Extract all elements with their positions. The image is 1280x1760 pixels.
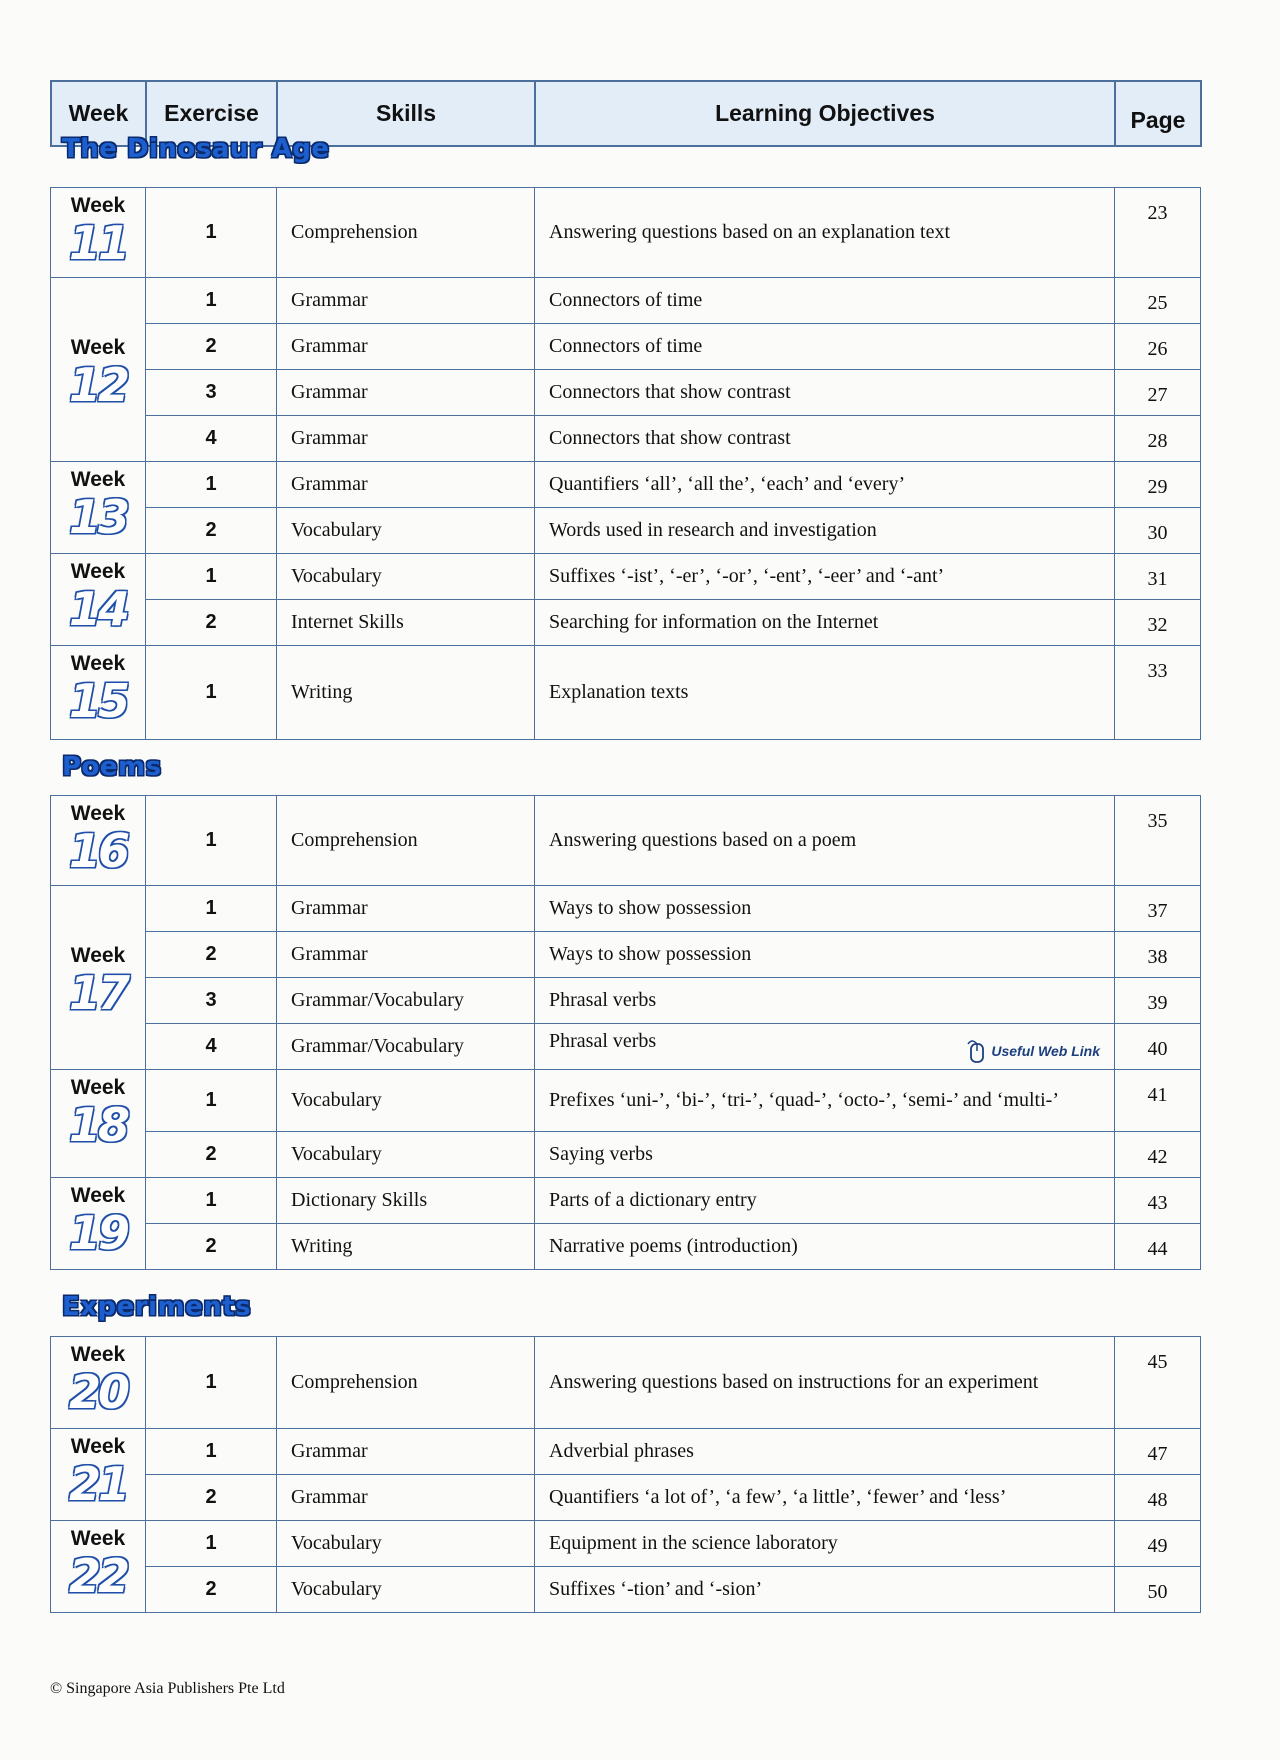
objective-text: Narrative poems (introduction) xyxy=(549,1235,798,1257)
week-cell xyxy=(51,646,146,740)
week-cell xyxy=(51,462,146,554)
objective-text: Parts of a dictionary entry xyxy=(549,1189,757,1211)
exercise-number: 1 xyxy=(146,462,277,508)
objective-cell xyxy=(535,1132,1115,1178)
page-number[interactable]: 32 xyxy=(1115,600,1201,646)
exercise-number: 1 xyxy=(146,1429,277,1475)
exercise-number: 2 xyxy=(146,508,277,554)
table-row xyxy=(51,1337,1201,1429)
objective-cell xyxy=(535,278,1115,324)
week-badge xyxy=(51,646,145,726)
header-page: Page xyxy=(1115,81,1201,146)
skill-cell: Grammar/Vocabulary xyxy=(277,978,535,1024)
week-label: Week xyxy=(70,1527,126,1550)
skill-cell: Grammar xyxy=(277,462,535,508)
table-row xyxy=(51,416,1201,462)
objective-cell xyxy=(535,600,1115,646)
objective-text: Words used in research and investigation xyxy=(549,519,877,541)
skill-cell: Grammar xyxy=(277,370,535,416)
useful-web-link-label: Useful Web Link xyxy=(991,1042,1100,1059)
objective-text: Connectors that show contrast xyxy=(549,381,791,403)
exercise-number: 2 xyxy=(146,1132,277,1178)
objective-text: Suffixes ‘-ist’, ‘-er’, ‘-or’, ‘-ent’, ‘-eer’ and ‘-ant’ xyxy=(549,565,945,587)
week-cell xyxy=(51,1521,146,1613)
objective-text: Phrasal verbs xyxy=(549,989,657,1011)
skill-cell: Grammar xyxy=(277,886,535,932)
skill-cell: Vocabulary xyxy=(277,1567,535,1613)
exercise-number: 1 xyxy=(146,188,277,278)
week-cell xyxy=(51,1070,146,1178)
week-badge xyxy=(51,188,145,268)
page-number[interactable]: 39 xyxy=(1115,978,1201,1024)
page-number[interactable]: 47 xyxy=(1115,1429,1201,1475)
objective-cell xyxy=(535,508,1115,554)
exercise-number: 1 xyxy=(146,646,277,740)
page-number[interactable]: 50 xyxy=(1115,1567,1201,1613)
table-row xyxy=(51,462,1201,508)
table-row xyxy=(51,1429,1201,1475)
exercise-number: 1 xyxy=(146,1178,277,1224)
week-cell xyxy=(51,278,146,462)
objective-cell xyxy=(535,1567,1115,1613)
objective-cell xyxy=(535,416,1115,462)
exercise-number: 2 xyxy=(146,1475,277,1521)
objective-text: Answering questions based on instructions for an experiment xyxy=(549,1371,1039,1393)
table-row xyxy=(51,324,1201,370)
page-number[interactable]: 49 xyxy=(1115,1521,1201,1567)
table-row xyxy=(51,554,1201,600)
week-label: Week xyxy=(70,1435,126,1458)
skill-cell: Internet Skills xyxy=(277,600,535,646)
useful-web-link[interactable] xyxy=(966,1038,1100,1064)
objective-text: Connectors of time xyxy=(549,335,703,357)
table-row xyxy=(51,188,1201,278)
objective-cell xyxy=(535,886,1115,932)
week-cell xyxy=(51,1337,146,1429)
skill-cell: Dictionary Skills xyxy=(277,1178,535,1224)
page-number[interactable]: 26 xyxy=(1115,324,1201,370)
section-title-experiments: Experiments xyxy=(62,1292,252,1322)
objective-cell xyxy=(535,978,1115,1024)
week-number: 18 xyxy=(68,1098,127,1152)
exercise-number: 1 xyxy=(146,796,277,886)
page-number[interactable]: 27 xyxy=(1115,370,1201,416)
week-number: 12 xyxy=(68,357,127,412)
page-number[interactable]: 43 xyxy=(1115,1178,1201,1224)
skill-cell: Grammar xyxy=(277,1429,535,1475)
skill-cell: Vocabulary xyxy=(277,1521,535,1567)
copyright-footer: © Singapore Asia Publishers Pte Ltd xyxy=(50,1680,285,1697)
table-row xyxy=(51,1475,1201,1521)
objective-cell xyxy=(535,1521,1115,1567)
page-number[interactable]: 45 xyxy=(1115,1337,1201,1429)
week-badge xyxy=(51,554,145,634)
week-badge xyxy=(51,1178,145,1258)
table-row xyxy=(51,1178,1201,1224)
page-number[interactable]: 35 xyxy=(1115,796,1201,886)
header-week: Week xyxy=(51,81,146,146)
exercise-number: 1 xyxy=(146,278,277,324)
objective-text: Answering questions based on a poem xyxy=(549,829,857,851)
skill-cell: Vocabulary xyxy=(277,508,535,554)
week-cell xyxy=(51,188,146,278)
skill-cell: Vocabulary xyxy=(277,1132,535,1178)
skill-cell: Grammar xyxy=(277,1475,535,1521)
week-label: Week xyxy=(70,943,126,967)
objective-cell xyxy=(535,1178,1115,1224)
section-table-poems xyxy=(50,795,1201,1270)
table-row xyxy=(51,646,1201,740)
week-label: Week xyxy=(70,335,126,359)
table-row xyxy=(51,278,1201,324)
section-table-experiments xyxy=(50,1336,1201,1613)
week-number: 15 xyxy=(68,674,127,728)
skill-cell: Grammar xyxy=(277,278,535,324)
objective-cell xyxy=(535,188,1115,278)
table-row xyxy=(51,886,1201,932)
table-row xyxy=(51,1521,1201,1567)
page-number[interactable]: 33 xyxy=(1115,646,1201,740)
week-label: Week xyxy=(70,1343,126,1366)
week-cell xyxy=(51,886,146,1070)
table-row xyxy=(51,1024,1201,1070)
skill-cell: Comprehension xyxy=(277,1337,535,1429)
week-label: Week xyxy=(70,468,126,491)
objective-cell xyxy=(535,1070,1115,1132)
exercise-number: 2 xyxy=(146,932,277,978)
week-cell xyxy=(51,554,146,646)
week-number: 22 xyxy=(68,1549,127,1603)
week-badge xyxy=(51,1070,145,1150)
exercise-number: 2 xyxy=(146,600,277,646)
table-row xyxy=(51,600,1201,646)
objective-text: Equipment in the science laboratory xyxy=(549,1532,838,1554)
exercise-number: 1 xyxy=(146,554,277,600)
week-label: Week xyxy=(70,194,126,217)
objective-text: Searching for information on the Internet xyxy=(549,611,879,633)
objective-cell xyxy=(535,1337,1115,1429)
objective-cell xyxy=(535,932,1115,978)
week-number: 13 xyxy=(68,490,127,544)
table-row xyxy=(51,370,1201,416)
page-number[interactable]: 25 xyxy=(1115,278,1201,324)
mouse-icon xyxy=(966,1038,988,1064)
header-objectives: Learning Objectives xyxy=(535,81,1115,146)
section-table-dinosaur-age xyxy=(50,187,1201,740)
table-row xyxy=(51,796,1201,886)
page-number[interactable]: 31 xyxy=(1115,554,1201,600)
objective-cell xyxy=(535,1429,1115,1475)
exercise-number: 1 xyxy=(146,886,277,932)
week-number: 11 xyxy=(68,216,127,270)
skill-cell: Writing xyxy=(277,1224,535,1270)
table-row xyxy=(51,1224,1201,1270)
header-skills: Skills xyxy=(277,81,535,146)
objective-text: Answering questions based on an explanation text xyxy=(549,221,951,243)
section-title-poems: Poems xyxy=(62,752,162,782)
exercise-number: 4 xyxy=(146,1024,277,1070)
objective-cell xyxy=(535,370,1115,416)
objective-text: Saying verbs xyxy=(549,1143,653,1165)
table-row xyxy=(51,508,1201,554)
week-label: Week xyxy=(70,1076,126,1099)
table-row xyxy=(51,1070,1201,1132)
objective-text: Prefixes ‘uni-’, ‘bi-’, ‘tri-’, ‘quad-’, ‘octo-’, ‘semi-’ and ‘multi-’ xyxy=(549,1089,1059,1111)
section-title-dinosaur-age: The Dinosaur Age xyxy=(62,134,330,164)
exercise-number: 3 xyxy=(146,978,277,1024)
page-number[interactable]: 30 xyxy=(1115,508,1201,554)
week-label: Week xyxy=(70,1184,126,1207)
page-number[interactable]: 41 xyxy=(1115,1070,1201,1132)
objective-cell xyxy=(535,1024,1115,1070)
objective-text: Ways to show possession xyxy=(549,943,752,965)
objective-text: Explanation texts xyxy=(549,681,689,703)
objective-text: Quantifiers ‘all’, ‘all the’, ‘each’ and ‘every’ xyxy=(549,473,906,495)
table-row xyxy=(51,978,1201,1024)
exercise-number: 1 xyxy=(146,1521,277,1567)
objective-cell xyxy=(535,1224,1115,1270)
week-cell xyxy=(51,1178,146,1270)
week-label: Week xyxy=(70,652,126,675)
page-number[interactable]: 38 xyxy=(1115,932,1201,978)
objective-cell xyxy=(535,324,1115,370)
page-number[interactable]: 40 xyxy=(1115,1024,1201,1070)
week-cell xyxy=(51,1429,146,1521)
week-number: 14 xyxy=(68,582,127,636)
week-badge xyxy=(51,462,145,542)
exercise-number: 1 xyxy=(146,1070,277,1132)
objective-cell xyxy=(535,796,1115,886)
week-number: 16 xyxy=(68,824,127,878)
week-cell xyxy=(51,796,146,886)
week-number: 19 xyxy=(68,1206,127,1260)
week-number: 17 xyxy=(68,965,127,1020)
objective-text: Suffixes ‘-tion’ and ‘-sion’ xyxy=(549,1578,763,1600)
objective-cell xyxy=(535,646,1115,740)
skill-cell: Grammar xyxy=(277,932,535,978)
skill-cell: Comprehension xyxy=(277,188,535,278)
objective-text: Connectors of time xyxy=(549,289,703,311)
objective-cell xyxy=(535,554,1115,600)
objective-text: Quantifiers ‘a lot of’, ‘a few’, ‘a little’, ‘fewer’ and ‘less’ xyxy=(549,1486,1007,1508)
page-number[interactable]: 23 xyxy=(1115,188,1201,278)
exercise-number: 2 xyxy=(146,1567,277,1613)
skill-cell: Grammar/Vocabulary xyxy=(277,1024,535,1070)
objective-text: Adverbial phrases xyxy=(549,1440,694,1462)
page-number[interactable]: 48 xyxy=(1115,1475,1201,1521)
objective-text: Ways to show possession xyxy=(549,897,752,919)
page-number[interactable]: 42 xyxy=(1115,1132,1201,1178)
skill-cell: Writing xyxy=(277,646,535,740)
skill-cell: Vocabulary xyxy=(277,554,535,600)
week-badge xyxy=(51,796,145,876)
objective-text: Phrasal verbs xyxy=(549,1029,657,1052)
objective-cell xyxy=(535,1475,1115,1521)
page-number[interactable]: 44 xyxy=(1115,1224,1201,1270)
objective-cell xyxy=(535,462,1115,508)
table-row xyxy=(51,1567,1201,1613)
week-badge xyxy=(51,1337,145,1417)
week-label: Week xyxy=(70,802,126,825)
objective-text: Connectors that show contrast xyxy=(549,427,791,449)
table-row xyxy=(51,1132,1201,1178)
week-badge xyxy=(51,1521,145,1601)
page-number[interactable]: 37 xyxy=(1115,886,1201,932)
week-badge xyxy=(51,330,145,410)
week-number: 21 xyxy=(68,1457,127,1511)
skill-cell: Grammar xyxy=(277,324,535,370)
header-exercise: Exercise xyxy=(146,81,277,146)
week-number: 20 xyxy=(68,1365,127,1419)
exercise-number: 2 xyxy=(146,1224,277,1270)
exercise-number: 2 xyxy=(146,324,277,370)
week-badge xyxy=(51,1429,145,1509)
exercise-number: 3 xyxy=(146,370,277,416)
table-row xyxy=(51,932,1201,978)
skill-cell: Comprehension xyxy=(277,796,535,886)
exercise-number: 1 xyxy=(146,1337,277,1429)
page-number[interactable]: 28 xyxy=(1115,416,1201,462)
page-number[interactable]: 29 xyxy=(1115,462,1201,508)
exercise-number: 4 xyxy=(146,416,277,462)
skill-cell: Grammar xyxy=(277,416,535,462)
week-label: Week xyxy=(70,560,126,583)
week-badge xyxy=(51,938,145,1018)
skill-cell: Vocabulary xyxy=(277,1070,535,1132)
